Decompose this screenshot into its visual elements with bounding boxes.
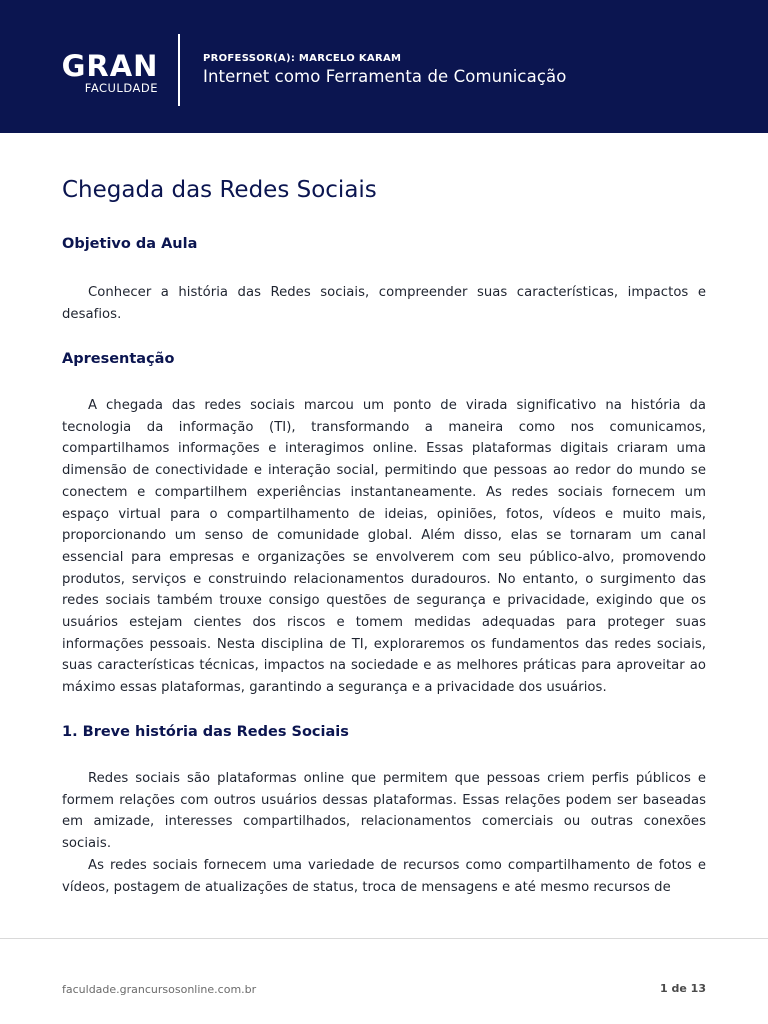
header-divider — [178, 34, 180, 106]
paragraph-historia-2: As redes sociais fornecem uma variedade de recursos como compartilhamento de fotos e vídeos, postagem de atualizações de status, troca de mensagens e até mesmo recursos de — [62, 858, 706, 895]
page-title: Chegada das Redes Sociais — [62, 177, 377, 203]
professor-label: PROFESSOR(A): MARCELO KARAM — [203, 53, 402, 64]
heading-objetivo: Objetivo da Aula — [62, 236, 198, 252]
footer-divider — [0, 938, 768, 939]
paragraph-objetivo: Conhecer a história das Redes sociais, compreender suas características, impactos e desafios. — [62, 285, 706, 322]
logo-main-text: GRAN — [61, 49, 159, 83]
paragraph-apresentacao: A chegada das redes sociais marcou um ponto de virada significativo na história da tecnologia da informação (TI), transformando a maneira como nos comunicamos, compartilhamos informações e interagimos online. Essas plataformas digitais criaram uma dimensão de conectividade e interação social, permitindo que pessoas ao redor do mundo se conectem e compartilhem experiências instantaneamente. As redes sociais fornecem um espaço virtual para o compartilhamento de ideias, opiniões, fotos, vídeos e muito mais, proporcionando um senso de comunidade global. Além disso, elas se tornaram um canal essencial para empresas e organizações se envolverem com seu público-alvo, promovendo produtos, serviços e construindo relacionamentos duradouros. No entanto, o surgimento das redes sociais também trouxe consigo questões de segurança e privacidade, exigindo que os usuários estejam cientes dos riscos e tomem medidas adequadas para proteger suas informações pessoais. Nesta disciplina de TI, exploraremos os fundamentos das redes sociais, suas características técnicas, impactos na sociedade e as melhores práticas para aproveitar ao máximo essas plataformas, garantindo a segurança e a privacidade dos usuários. — [62, 398, 706, 696]
paragraph-historia-1: Redes sociais são plataformas online que permitem que pessoas criem perfis públicos e formem relações com outros usuários dessas plataformas. Essas relações podem ser baseadas em amizade, interesses compartilhados, relacionamentos comerciais ou outras conexões sociais. — [62, 771, 706, 852]
footer-url: faculdade.grancursosonline.com.br — [62, 983, 257, 996]
page-number: 1 de 13 — [660, 982, 706, 995]
logo-sub-text: FACULDADE — [84, 81, 158, 95]
gran-faculdade-logo — [60, 49, 160, 95]
course-title: Internet como Ferramenta de Comunicação — [203, 67, 567, 86]
page-header — [0, 0, 768, 133]
heading-historia: 1. Breve história das Redes Sociais — [62, 724, 349, 740]
heading-apresentacao: Apresentação — [62, 351, 175, 367]
